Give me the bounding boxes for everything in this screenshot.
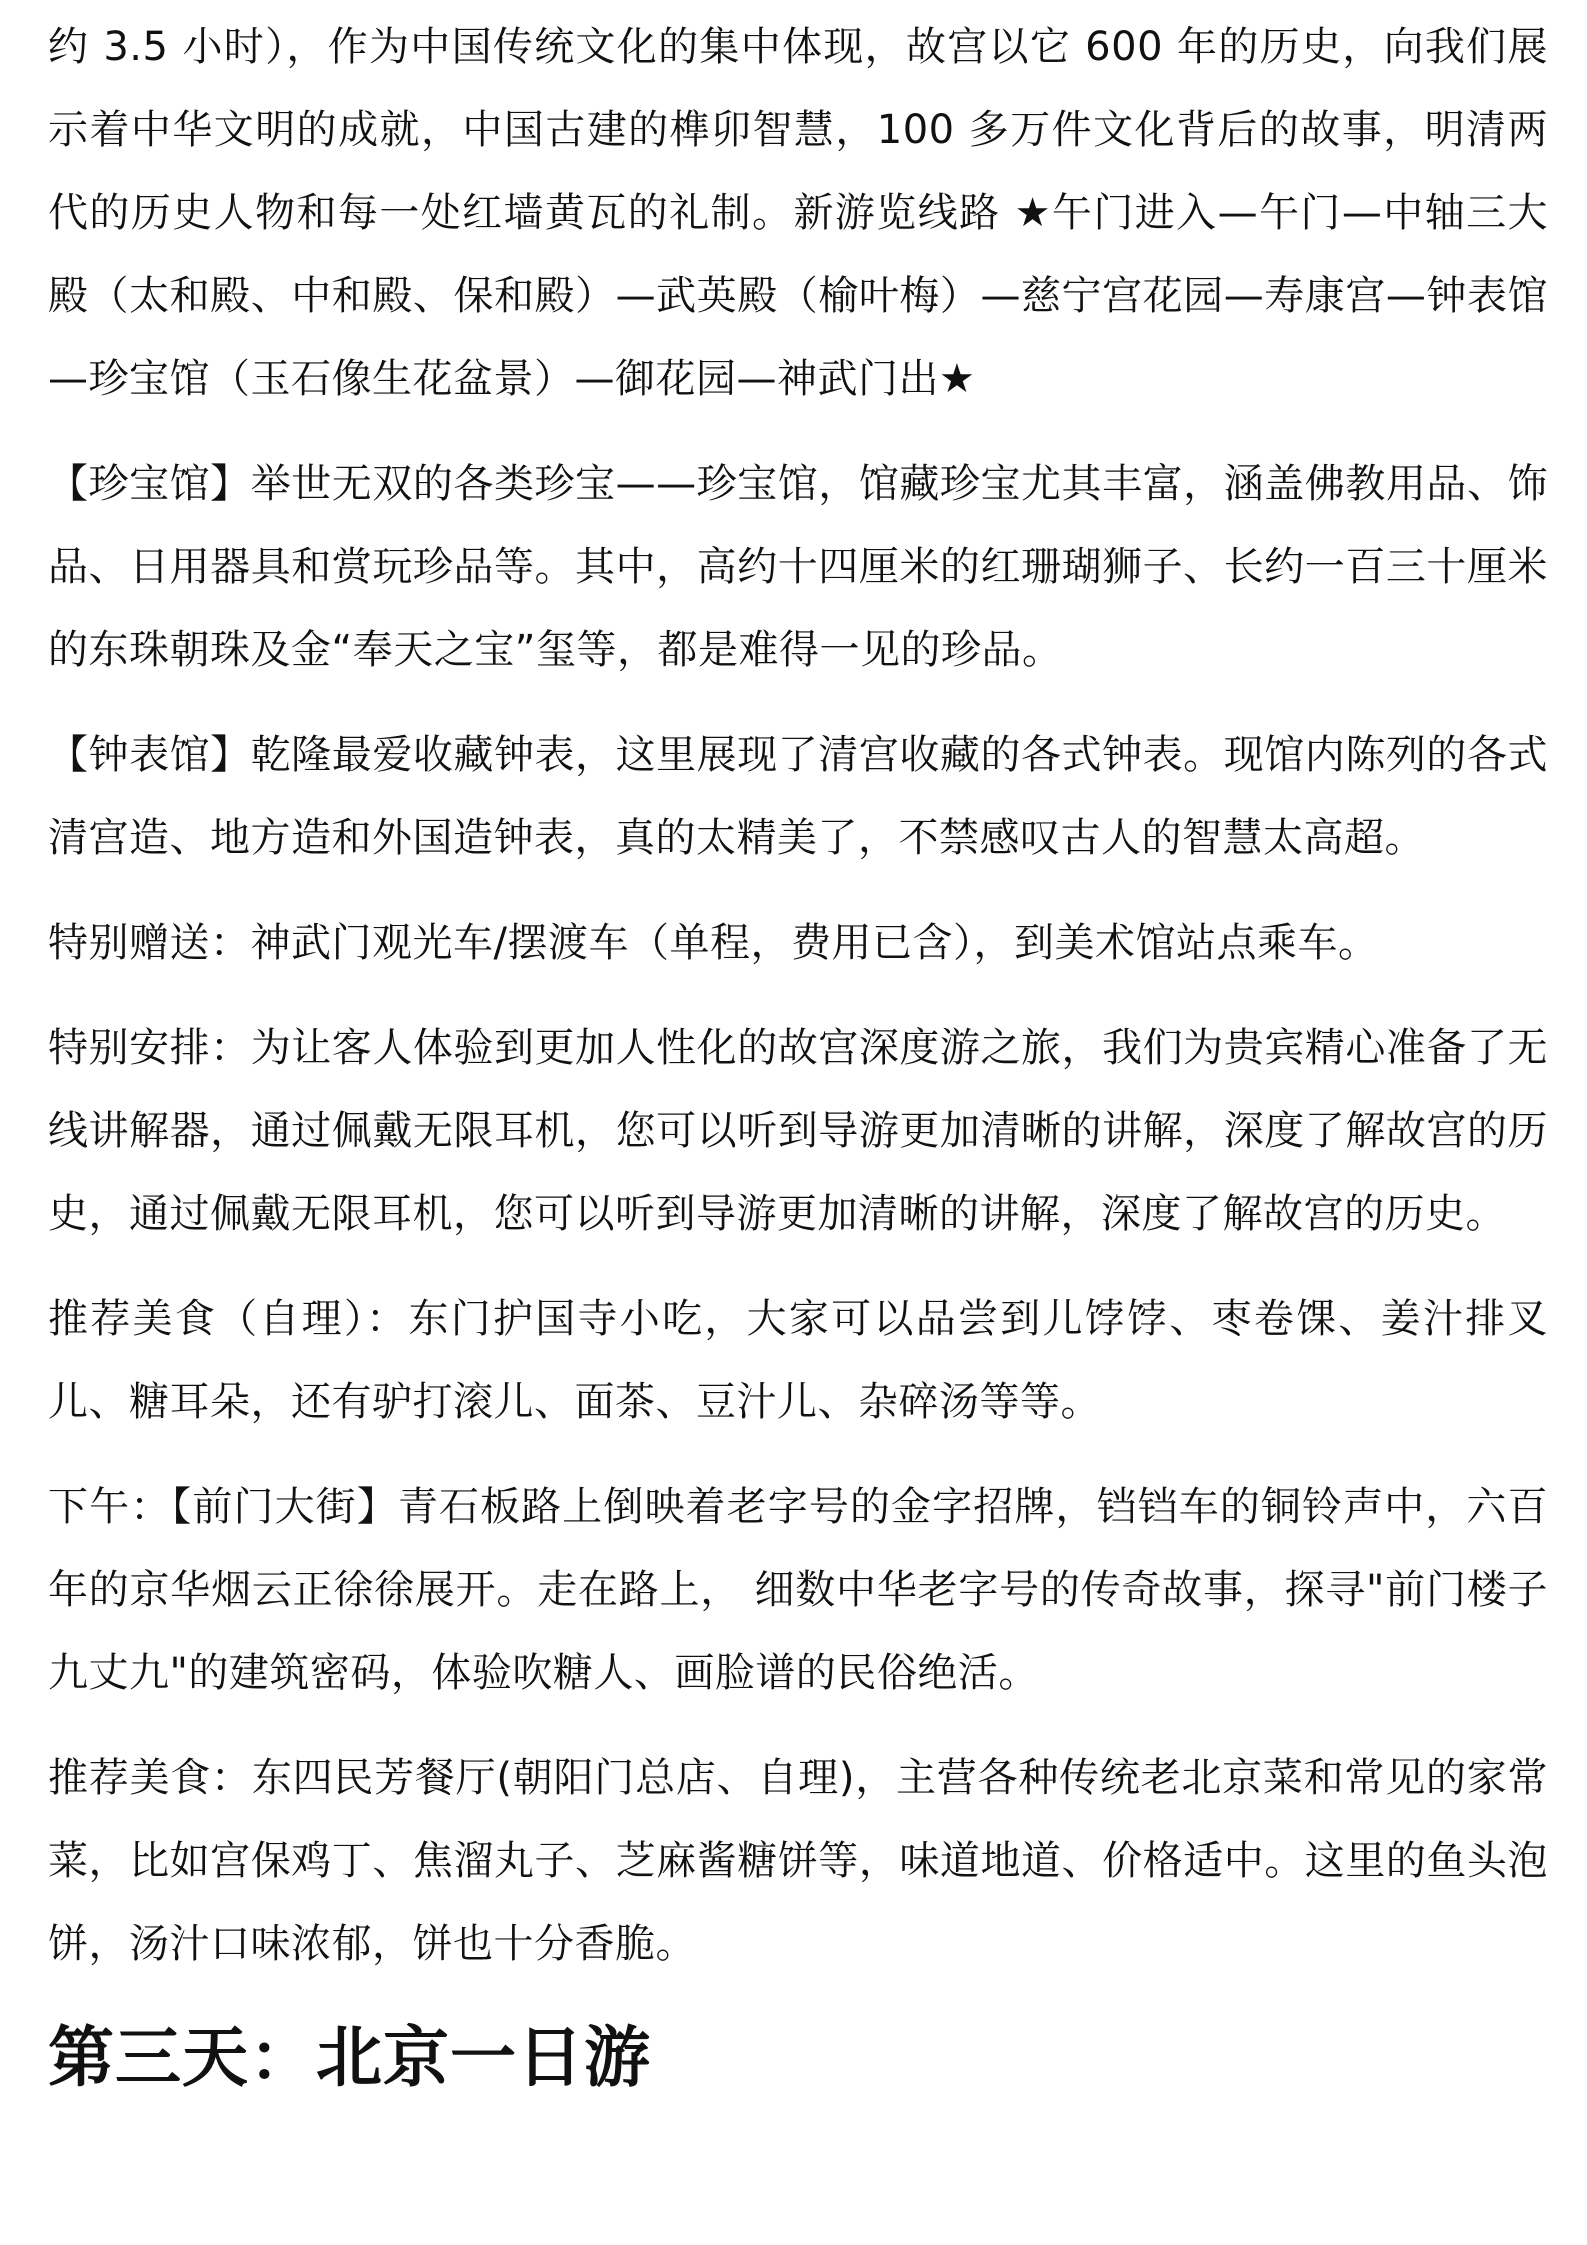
paragraph-clock-hall: 【钟表馆】乾隆最爱收藏钟表，这里展现了清宫收藏的各式钟表。现馆内陈列的各式清宫造、地方造和外国造钟表，真的太精美了，不禁感叹古人的智慧太高超。 [48,732,1548,861]
paragraph-treasure-hall: 【珍宝馆】举世无双的各类珍宝——珍宝馆，馆藏珍宝尤其丰富，涵盖佛教用品、饰品、日用器具和赏玩珍品等。其中，高约十四厘米的红珊瑚狮子、长约一百三十厘米的东珠朝珠及金“奉天之宝”玺等，都是难得一见的珍品。 [48,461,1548,673]
document-page [48,6,1548,2104]
paragraph-special-arrangement: 特别安排：为让客人体验到更加人性化的故宫深度游之旅，我们为贵宾精心准备了无线讲解器，通过佩戴无限耳机，您可以听到导游更加清晰的讲解，深度了解故宫的历史，通过佩戴无限耳机，您可以听到导游更加清晰的讲解，深度了解故宫的历史。 [48,1025,1548,1237]
paragraph-food-recommendation-1: 推荐美食（自理）：东门护国寺小吃，大家可以品尝到儿饽饽、枣卷馃、姜汁排叉儿、糖耳朵，还有驴打滚儿、面茶、豆汁儿、杂碎汤等等。 [48,1296,1548,1425]
paragraph-palace-intro: 约 3.5 小时），作为中国传统文化的集中体现，故宫以它 600 年的历史，向我们展示着中华文明的成就，中国古建的榫卯智慧，100 多万件文化背后的故事，明清两代的历史人物和每一处红墙黄瓦的礼制。新游览线路 ★午门进入—午门—中轴三大殿（太和殿、中和殿、保和殿）—武英殿（榆叶梅）—慈宁宫花园—寿康宫—钟表馆—珍宝馆（玉石像生花盆景）—御花园—神武门出★ [48,24,1548,402]
paragraph-food-recommendation-2: 推荐美食：东四民芳餐厅(朝阳门总店、自理)，主营各种传统老北京菜和常见的家常菜，比如宫保鸡丁、焦溜丸子、芝麻酱糖饼等，味道地道、价格适中。这里的鱼头泡饼，汤汁口味浓郁，饼也十分香脆。 [48,1755,1548,1967]
paragraph-special-gift: 特别赠送：神武门观光车/摆渡车（单程，费用已含），到美术馆站点乘车。 [48,920,1379,966]
day-three-heading: 第三天：北京一日游 [48,2019,651,2096]
paragraph-afternoon-qianmen: 下午：【前门大街】青石板路上倒映着老字号的金字招牌，铛铛车的铜铃声中，六百年的京华烟云正徐徐展开。走在路上， 细数中华老字号的传奇故事，探寻"前门楼子九丈九"的建筑密码，体验吹糖人、画脸谱的民俗绝活。 [48,1484,1548,1696]
